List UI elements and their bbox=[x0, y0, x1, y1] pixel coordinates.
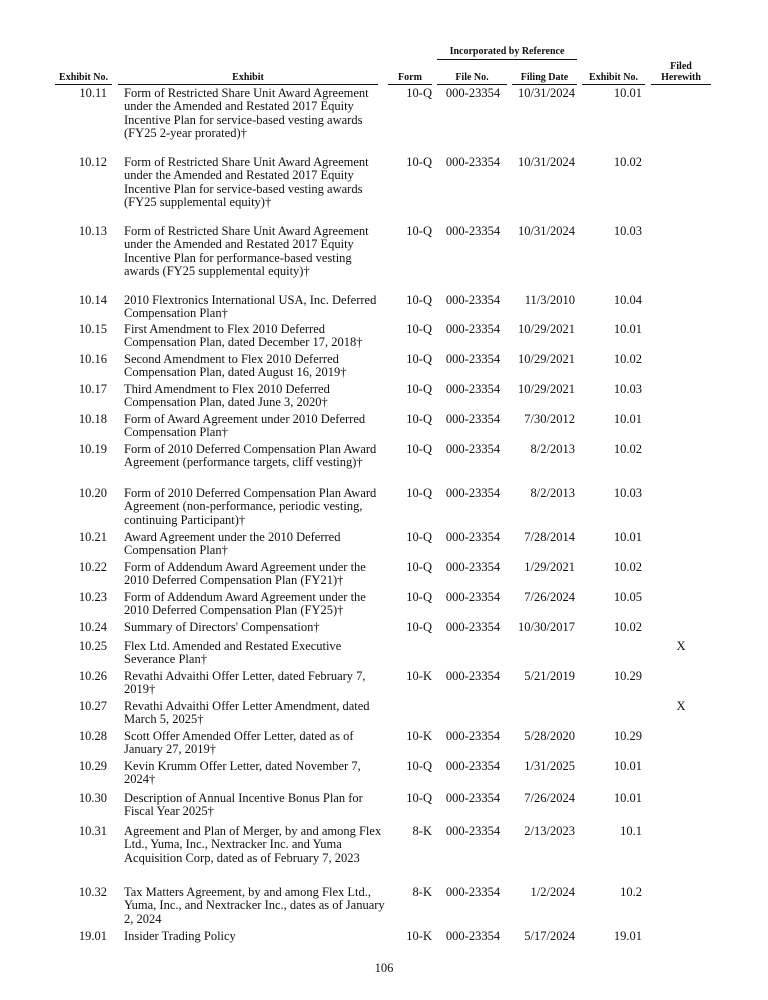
header-form: Form bbox=[398, 72, 422, 83]
referenced-exhibit-number: 10.29 bbox=[613, 729, 642, 743]
form-type: 10-Q bbox=[406, 486, 432, 500]
exhibit-number: 10.29 bbox=[78, 759, 107, 773]
file-number: 000-23354 bbox=[445, 442, 501, 456]
filing-date: 10/31/2024 bbox=[518, 224, 575, 238]
exhibit-number: 10.24 bbox=[78, 620, 107, 634]
header-underline bbox=[582, 84, 645, 85]
exhibit-description: Form of Award Agreement under 2010 Deferred Compensation Plan† bbox=[124, 412, 366, 440]
filing-date: 1/31/2025 bbox=[524, 759, 575, 773]
header-underline bbox=[651, 84, 711, 85]
referenced-exhibit-number: 10.03 bbox=[613, 382, 642, 396]
file-number: 000-23354 bbox=[445, 352, 501, 366]
header-underline bbox=[437, 84, 507, 85]
file-number: 000-23354 bbox=[445, 759, 501, 773]
form-type: 10-Q bbox=[406, 442, 432, 456]
referenced-exhibit-number: 10.1 bbox=[620, 824, 642, 838]
referenced-exhibit-number: 10.01 bbox=[613, 530, 642, 544]
header-incorporated-by-reference: Incorporated by Reference bbox=[449, 46, 565, 57]
exhibit-description: Revathi Advaithi Offer Letter, dated February 7, 2019† bbox=[124, 669, 366, 697]
file-number: 000-23354 bbox=[445, 791, 501, 805]
header-exhibit-no: Exhibit No. bbox=[59, 72, 108, 83]
file-number: 000-23354 bbox=[445, 824, 501, 838]
filing-date: 1/29/2021 bbox=[524, 560, 575, 574]
exhibit-description: Form of Addendum Award Agreement under the 2010 Deferred Compensation Plan (FY21)† bbox=[124, 560, 366, 588]
file-number: 000-23354 bbox=[445, 530, 501, 544]
exhibit-description: Form of Restricted Share Unit Award Agreement under the Amended and Restated 2017 Equity Incentive Plan for service-based vesting awards (FY25 supplemental equity)† bbox=[124, 155, 369, 210]
form-type: 10-Q bbox=[406, 590, 432, 604]
filing-date: 10/29/2021 bbox=[518, 352, 575, 366]
file-number: 000-23354 bbox=[445, 86, 501, 100]
form-type: 10-Q bbox=[406, 759, 432, 773]
file-number: 000-23354 bbox=[445, 293, 501, 307]
exhibit-number: 10.30 bbox=[78, 791, 107, 805]
form-type: 10-Q bbox=[406, 352, 432, 366]
exhibit-description: Summary of Directors' Compensation† bbox=[124, 620, 320, 634]
file-number: 000-23354 bbox=[445, 929, 501, 943]
filing-date: 11/3/2010 bbox=[524, 293, 575, 307]
filing-date: 1/2/2024 bbox=[530, 885, 575, 899]
file-number: 000-23354 bbox=[445, 885, 501, 899]
exhibit-description: Form of 2010 Deferred Compensation Plan Award Agreement (performance targets, cliff vesting)† bbox=[124, 442, 377, 470]
file-number: 000-23354 bbox=[445, 486, 501, 500]
exhibit-description: First Amendment to Flex 2010 Deferred Compensation Plan, dated December 17, 2018† bbox=[124, 322, 363, 350]
exhibit-number: 10.26 bbox=[78, 669, 107, 683]
referenced-exhibit-number: 19.01 bbox=[613, 929, 642, 943]
form-type: 10-Q bbox=[406, 412, 432, 426]
exhibit-description: Scott Offer Amended Offer Letter, dated as of January 27, 2019† bbox=[124, 729, 354, 757]
referenced-exhibit-number: 10.01 bbox=[613, 86, 642, 100]
file-number: 000-23354 bbox=[445, 729, 501, 743]
referenced-exhibit-number: 10.02 bbox=[613, 352, 642, 366]
header-filing-date: Filing Date bbox=[520, 72, 569, 83]
exhibit-description: Award Agreement under the 2010 Deferred Compensation Plan† bbox=[124, 530, 341, 558]
referenced-exhibit-number: 10.01 bbox=[613, 791, 642, 805]
form-type: 10-K bbox=[406, 929, 432, 943]
filing-date: 10/31/2024 bbox=[518, 155, 575, 169]
exhibit-number: 10.32 bbox=[78, 885, 107, 899]
exhibit-description: Third Amendment to Flex 2010 Deferred Compensation Plan, dated June 3, 2020† bbox=[124, 382, 330, 410]
exhibit-number: 10.16 bbox=[78, 352, 107, 366]
exhibit-number: 10.15 bbox=[78, 322, 107, 336]
filing-date: 2/13/2023 bbox=[524, 824, 575, 838]
filing-date: 10/30/2017 bbox=[518, 620, 575, 634]
file-number: 000-23354 bbox=[445, 382, 501, 396]
header-exhibit-no-ref: Exhibit No. bbox=[589, 72, 638, 83]
exhibit-number: 10.12 bbox=[78, 155, 107, 169]
exhibit-description: Revathi Advaithi Offer Letter Amendment, dated March 5, 2025† bbox=[124, 699, 370, 727]
filing-date: 5/17/2024 bbox=[524, 929, 575, 943]
referenced-exhibit-number: 10.02 bbox=[613, 620, 642, 634]
form-type: 10-Q bbox=[406, 293, 432, 307]
referenced-exhibit-number: 10.03 bbox=[613, 224, 642, 238]
file-number: 000-23354 bbox=[445, 669, 501, 683]
header-underline bbox=[118, 84, 378, 85]
exhibit-number: 10.28 bbox=[78, 729, 107, 743]
exhibit-description: Form of Addendum Award Agreement under the 2010 Deferred Compensation Plan (FY25)† bbox=[124, 590, 366, 618]
filed-herewith-mark: X bbox=[676, 639, 686, 653]
referenced-exhibit-number: 10.04 bbox=[613, 293, 642, 307]
exhibit-description: Description of Annual Incentive Bonus Plan for Fiscal Year 2025† bbox=[124, 791, 363, 819]
filing-date: 5/28/2020 bbox=[524, 729, 575, 743]
referenced-exhibit-number: 10.01 bbox=[613, 759, 642, 773]
exhibit-number: 10.18 bbox=[78, 412, 107, 426]
form-type: 10-Q bbox=[406, 530, 432, 544]
referenced-exhibit-number: 10.02 bbox=[613, 155, 642, 169]
exhibit-description: Kevin Krumm Offer Letter, dated November 7, 2024† bbox=[124, 759, 361, 787]
exhibit-number: 10.23 bbox=[78, 590, 107, 604]
referenced-exhibit-number: 10.02 bbox=[613, 442, 642, 456]
file-number: 000-23354 bbox=[445, 322, 501, 336]
exhibit-number: 10.17 bbox=[78, 382, 107, 396]
header-underline bbox=[512, 84, 577, 85]
exhibit-description: Tax Matters Agreement, by and among Flex Ltd., Yuma, Inc., and Nextracker Inc., dates as of January 2, 2024 bbox=[124, 885, 385, 926]
exhibit-number: 10.22 bbox=[78, 560, 107, 574]
form-type: 10-Q bbox=[406, 155, 432, 169]
exhibit-description: Form of Restricted Share Unit Award Agreement under the Amended and Restated 2017 Equity Incentive Plan for performance-based vesting awards (FY25 supplemental equity)† bbox=[124, 224, 369, 279]
file-number: 000-23354 bbox=[445, 590, 501, 604]
filing-date: 5/21/2019 bbox=[524, 669, 575, 683]
form-type: 10-Q bbox=[406, 86, 432, 100]
filing-date: 10/29/2021 bbox=[518, 322, 575, 336]
file-number: 000-23354 bbox=[445, 224, 501, 238]
form-type: 10-Q bbox=[406, 791, 432, 805]
exhibit-description: Form of 2010 Deferred Compensation Plan Award Agreement (non-performance, periodic vesting, continuing Participant)† bbox=[124, 486, 377, 527]
header-filed-herewith: Filed Herewith bbox=[661, 61, 701, 83]
page-number: 106 bbox=[374, 961, 394, 975]
referenced-exhibit-number: 10.2 bbox=[620, 885, 642, 899]
exhibit-description: 2010 Flextronics International USA, Inc. Deferred Compensation Plan† bbox=[124, 293, 377, 321]
exhibit-description: Flex Ltd. Amended and Restated Executive Severance Plan† bbox=[124, 639, 342, 667]
form-type: 10-K bbox=[406, 729, 432, 743]
filing-date: 7/26/2024 bbox=[524, 791, 575, 805]
header-underline bbox=[55, 84, 112, 85]
filing-date: 8/2/2013 bbox=[530, 486, 575, 500]
referenced-exhibit-number: 10.01 bbox=[613, 322, 642, 336]
exhibit-number: 10.25 bbox=[78, 639, 107, 653]
header-exhibit: Exhibit bbox=[232, 72, 264, 83]
exhibit-number: 10.21 bbox=[78, 530, 107, 544]
header-underline bbox=[388, 84, 432, 85]
exhibit-description: Agreement and Plan of Merger, by and among Flex Ltd., Yuma, Inc., Nextracker Inc. and Yuma Acquisition Corp, dated as of February 7, 2023 bbox=[124, 824, 382, 865]
filing-date: 10/29/2021 bbox=[518, 382, 575, 396]
exhibit-number: 10.27 bbox=[78, 699, 107, 713]
header-group-underline bbox=[437, 59, 577, 60]
filed-herewith-mark: X bbox=[676, 699, 686, 713]
form-type: 8-K bbox=[412, 824, 432, 838]
header-file-no: File No. bbox=[455, 72, 489, 83]
referenced-exhibit-number: 10.02 bbox=[613, 560, 642, 574]
form-type: 10-Q bbox=[406, 620, 432, 634]
filing-date: 7/26/2024 bbox=[524, 590, 575, 604]
form-type: 10-Q bbox=[406, 382, 432, 396]
referenced-exhibit-number: 10.05 bbox=[613, 590, 642, 604]
form-type: 10-K bbox=[406, 669, 432, 683]
form-type: 10-Q bbox=[406, 224, 432, 238]
exhibit-number: 10.20 bbox=[78, 486, 107, 500]
filing-date: 10/31/2024 bbox=[518, 86, 575, 100]
referenced-exhibit-number: 10.29 bbox=[613, 669, 642, 683]
exhibit-description: Second Amendment to Flex 2010 Deferred Compensation Plan, dated August 16, 2019† bbox=[124, 352, 347, 380]
file-number: 000-23354 bbox=[445, 155, 501, 169]
form-type: 10-Q bbox=[406, 560, 432, 574]
exhibit-description: Insider Trading Policy bbox=[124, 929, 236, 943]
filing-date: 8/2/2013 bbox=[530, 442, 575, 456]
exhibit-description: Form of Restricted Share Unit Award Agreement under the Amended and Restated 2017 Equity Incentive Plan for service-based vesting awards (FY25 2-year prorated)† bbox=[124, 86, 369, 141]
filing-date: 7/28/2014 bbox=[524, 530, 575, 544]
form-type: 10-Q bbox=[406, 322, 432, 336]
exhibit-number: 10.11 bbox=[79, 86, 107, 100]
exhibit-number: 10.31 bbox=[78, 824, 107, 838]
file-number: 000-23354 bbox=[445, 412, 501, 426]
exhibit-number: 10.19 bbox=[78, 442, 107, 456]
exhibit-number: 19.01 bbox=[78, 929, 107, 943]
exhibit-number: 10.14 bbox=[78, 293, 107, 307]
referenced-exhibit-number: 10.03 bbox=[613, 486, 642, 500]
form-type: 8-K bbox=[412, 885, 432, 899]
referenced-exhibit-number: 10.01 bbox=[613, 412, 642, 426]
filing-date: 7/30/2012 bbox=[524, 412, 575, 426]
file-number: 000-23354 bbox=[445, 560, 501, 574]
exhibit-number: 10.13 bbox=[78, 224, 107, 238]
file-number: 000-23354 bbox=[445, 620, 501, 634]
